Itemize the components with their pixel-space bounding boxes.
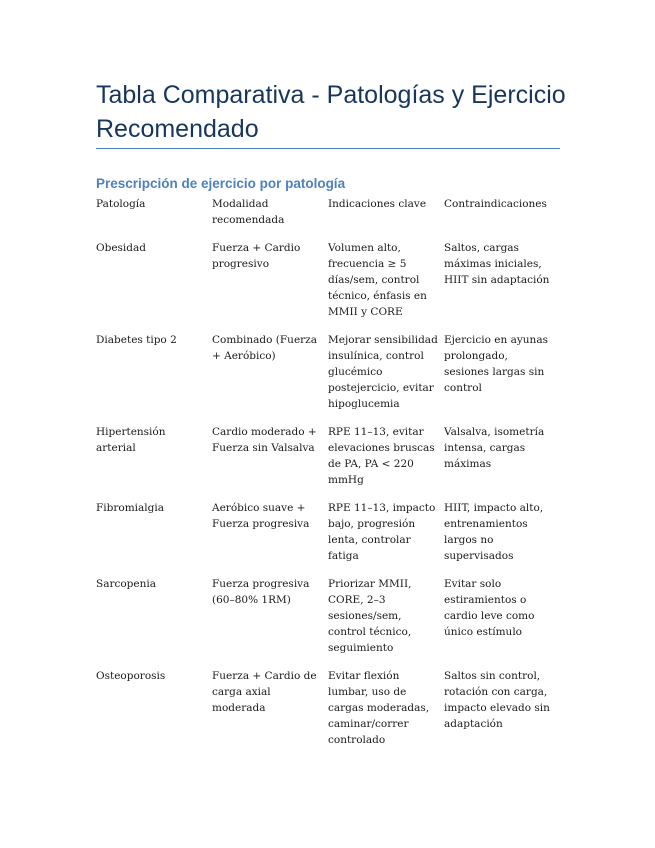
table-row bbox=[96, 668, 560, 760]
table-row bbox=[96, 332, 560, 424]
table-cell-modalidad: Aeróbico suave + Fuerza progresiva bbox=[212, 502, 310, 530]
column-header-contraindicaciones: Contraindicaciones bbox=[444, 198, 547, 210]
title-divider bbox=[96, 148, 560, 149]
table-cell-modalidad: Fuerza + Cardio progresivo bbox=[212, 242, 301, 270]
comparison-table bbox=[96, 196, 560, 760]
table-row bbox=[96, 240, 560, 332]
table-cell-patologia: Obesidad bbox=[96, 242, 146, 254]
table-cell-indicaciones: RPE 11–13, impacto bajo, progresión lenta, controlar fatiga bbox=[328, 502, 436, 562]
table-cell-patologia: Hipertensión arterial bbox=[96, 426, 166, 454]
table-cell-contraindicaciones: Saltos, cargas máximas iniciales, HIIT sin adaptación bbox=[444, 242, 550, 286]
column-header-modalidad: Modalidad recomendada bbox=[212, 198, 285, 226]
table-cell-contraindicaciones: Evitar solo estiramientos o cardio leve como único estímulo bbox=[444, 578, 535, 638]
table-cell-contraindicaciones: HIIT, impacto alto, entrenamientos largos no supervisados bbox=[444, 502, 544, 562]
table-cell-contraindicaciones: Saltos sin control, rotación con carga, impacto elevado sin adaptación bbox=[444, 670, 550, 730]
table-row bbox=[96, 500, 560, 576]
section-heading: Prescripción de ejercicio por patología bbox=[96, 176, 346, 191]
table-cell-modalidad: Fuerza progresiva (60–80% 1RM) bbox=[212, 578, 310, 606]
table-cell-patologia: Sarcopenia bbox=[96, 578, 156, 590]
table-cell-contraindicaciones: Ejercicio en ayunas prolongado, sesiones largas sin control bbox=[444, 334, 548, 394]
column-header-indicaciones: Indicaciones clave bbox=[328, 198, 427, 210]
table-cell-modalidad: Combinado (Fuerza + Aeróbico) bbox=[212, 334, 317, 362]
table-cell-indicaciones: Volumen alto, frecuencia ≥ 5 días/sem, control técnico, énfasis en MMII y CORE bbox=[328, 242, 427, 318]
table-cell-contraindicaciones: Valsalva, isometría intensa, cargas máximas bbox=[444, 426, 545, 470]
table-cell-patologia: Diabetes tipo 2 bbox=[96, 334, 177, 346]
table-cell-modalidad: Cardio moderado + Fuerza sin Valsalva bbox=[212, 426, 317, 454]
table-cell-indicaciones: Mejorar sensibilidad insulínica, control glucémico postejercicio, evitar hipoglucemia bbox=[328, 334, 438, 410]
table-cell-indicaciones: RPE 11–13, evitar elevaciones bruscas de PA, PA < 220 mmHg bbox=[328, 426, 435, 486]
page-title: Tabla Comparativa - Patologías y Ejercicio Recomendado bbox=[96, 81, 566, 143]
table-cell-indicaciones: Priorizar MMII, CORE, 2–3 sesiones/sem, control técnico, seguimiento bbox=[328, 578, 412, 654]
table-cell-patologia: Osteoporosis bbox=[96, 670, 166, 682]
table-header-row bbox=[96, 196, 560, 240]
table-cell-indicaciones: Evitar flexión lumbar, uso de cargas moderadas, caminar/correr controlado bbox=[328, 670, 430, 746]
table-cell-modalidad: Fuerza + Cardio de carga axial moderada bbox=[212, 670, 317, 714]
table-cell-patologia: Fibromialgia bbox=[96, 502, 164, 514]
column-header-patologia: Patología bbox=[96, 198, 146, 210]
table-row bbox=[96, 424, 560, 500]
table-row bbox=[96, 576, 560, 668]
